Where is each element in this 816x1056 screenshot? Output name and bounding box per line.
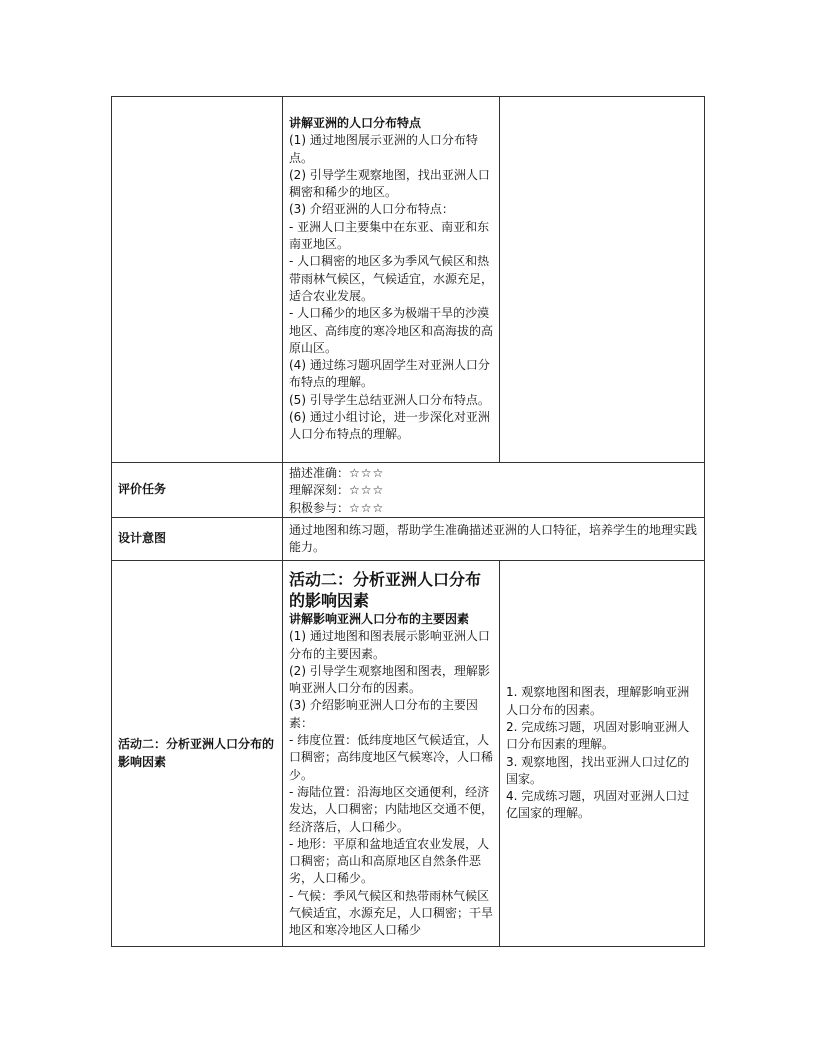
row-activity-two [112,561,705,947]
row1-line-2: (2) 引导学生观察地图，找出亚洲人口稠密和稀少的地区。 [289,167,490,200]
activity2-content-cell [283,561,500,947]
row-evaluation-task [112,463,705,518]
evaluation-label: 评价任务 [112,463,283,518]
activity2-line-3: (3) 介绍影响亚洲人口分布的主要因素： [289,698,478,730]
design-text: 通过地图和练习题，帮助学生准确描述亚洲的人口特征，培养学生的地理实践能力。 [283,518,705,561]
row1-line-8: (5) 引导学生总结亚洲人口分布特点。 [289,392,490,407]
evaluation-content-cell [283,463,705,518]
activity2-student-step-1: 1. 观察地图和图表，理解影响亚洲人口分布的因素。 [506,685,690,717]
activity2-line-5: - 海陆位置：沿海地区交通便利，经济发达，人口稠密；内陆地区交通不便，经济落后，人口稀少。 [289,784,494,834]
evaluation-item-2 [289,482,698,499]
evaluation-item-3 [289,500,698,517]
evaluation-item-2-stars: ☆☆☆ [349,483,385,498]
row1-line-6: - 人口稀少的地区多为极端干旱的沙漠地区、高纬度的寒冷地区和高海拔的高原山区。 [289,306,494,355]
activity2-student-step-3: 3. 观察地图，找出亚洲人口过亿的国家。 [506,754,690,786]
evaluation-item-3-name: 积极参与： [289,500,350,515]
row1-line-9: (6) 通过小组讨论，进一步深化对亚洲人口分布特点的理解。 [289,410,490,442]
row1-line-7: (4) 通过练习题巩固学生对亚洲人口分布特点的理解。 [289,358,490,390]
evaluation-item-3-stars: ☆☆☆ [349,500,385,515]
activity2-right-cell [500,561,705,947]
row1-right-cell [500,97,705,463]
lesson-plan-table [111,96,705,947]
design-label: 设计意图 [112,518,283,561]
activity2-line-1: (1) 通过地图和图表展示影响亚洲人口分布的主要因素。 [289,629,490,661]
evaluation-item-1-stars: ☆☆☆ [349,466,385,480]
row1-content-cell [283,97,500,463]
row1-label-cell [112,97,283,463]
row1-line-5: - 人口稠密的地区多为季风气候区和热带雨林气候区，气候适宜，水源充足，适合农业发展。 [289,254,494,303]
row1-line-3: (3) 介绍亚洲的人口分布特点： [289,202,454,217]
activity2-line-7: - 气候：季风气候区和热带雨林气候区气候适宜，水源充足，人口稠密；干旱地区和寒冷地区人口稀少 [289,888,494,938]
activity2-line-6: - 地形：平原和盆地适宜农业发展，人口稠密；高山和高原地区自然条件恶劣，人口稀少。 [289,836,490,886]
activity2-title: 活动二：分析亚洲人口分布的影响因素 [289,570,482,610]
evaluation-item-1-name: 描述准确： [289,466,350,480]
evaluation-item-1 [289,465,698,482]
activity2-student-step-4: 4. 完成练习题，巩固对亚洲人口过亿国家的理解。 [506,789,690,821]
row1-line-1: (1) 通过地图展示亚洲的人口分布特点。 [289,133,478,165]
activity2-student-step-2: 2. 完成练习题，巩固对影响亚洲人口分布因素的理解。 [506,719,690,752]
row1-heading: 讲解亚洲的人口分布特点 [289,116,422,130]
evaluation-item-2-name: 理解深刻： [289,483,350,498]
activity2-line-2: (2) 引导学生观察地图和图表，理解影响亚洲人口分布的因素。 [289,663,490,696]
row-design-intention [112,518,705,561]
row-population-distribution [112,97,705,463]
activity2-heading: 讲解影响亚洲人口分布的主要因素 [289,612,470,626]
row1-line-4: - 亚洲人口主要集中在东亚、南亚和东南亚地区。 [289,219,490,252]
activity2-label: 活动二：分析亚洲人口分布的影响因素 [112,561,283,947]
activity2-line-4: - 纬度位置：低纬度地区气候适宜，人口稠密；高纬度地区气候寒冷，人口稀少。 [289,733,494,782]
